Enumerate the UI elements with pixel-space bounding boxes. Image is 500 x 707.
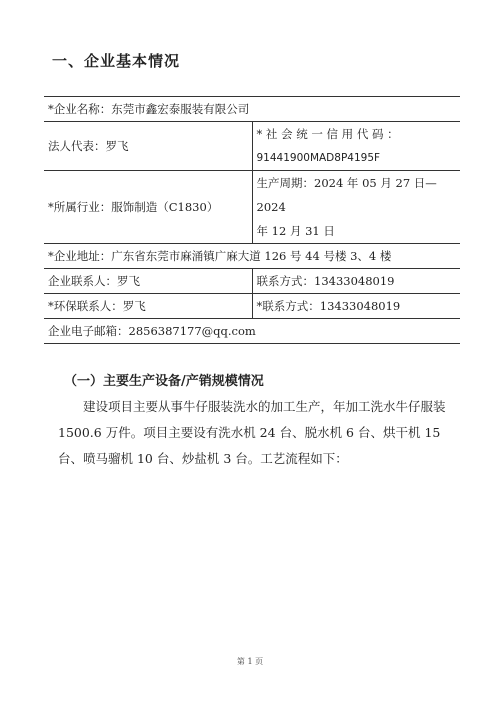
legal-rep-cell: 法人代表：罗飞	[44, 122, 252, 171]
env-contact-cell: *环保联系人：罗飞	[44, 294, 252, 319]
contact-phone-cell: 联系方式：13433048019	[252, 269, 460, 294]
page-number: 第 1 页	[236, 657, 264, 666]
credit-code-value: 91441900MAD8P4195F	[256, 152, 381, 164]
section-heading: （一）主要生产设备/产销规模情况	[64, 374, 264, 389]
enterprise-name-cell: *企业名称：东莞市鑫宏泰服装有限公司	[44, 97, 460, 122]
production-period-line1: 生产周期：2024 年 05 月 27 日—2024	[256, 176, 437, 214]
credit-code-label: * 社 会 统 一 信 用 代 码 ：	[256, 127, 399, 141]
industry-cell: *所属行业：服饰制造（C1830）	[44, 171, 252, 244]
enterprise-info-table	[44, 96, 460, 344]
contact-person-cell: 企业联系人：罗飞	[44, 269, 252, 294]
email-cell: 企业电子邮箱：2856387177@qq.com	[44, 319, 460, 344]
production-period-cell	[252, 171, 460, 244]
body-paragraph: 建设项目主要从事牛仔服装洗水的加工生产，年加工洗水牛仔服装 1500.6 万件。项目主要设有洗水机 24 台、脱水机 6 台、烘干机 15 台、喷马骝机 10 台、炒盐机 3 台。工艺流程如下：	[58, 399, 446, 466]
page-title: 一、企业基本情况	[52, 52, 181, 70]
production-period-line2: 年 12 月 31 日	[256, 224, 335, 238]
address-cell: *企业地址：广东省东莞市麻涌镇广麻大道 126 号 44 号楼 3、4 楼	[44, 244, 460, 269]
credit-code-cell	[252, 122, 460, 171]
env-phone-cell: *联系方式：13433048019	[252, 294, 460, 319]
